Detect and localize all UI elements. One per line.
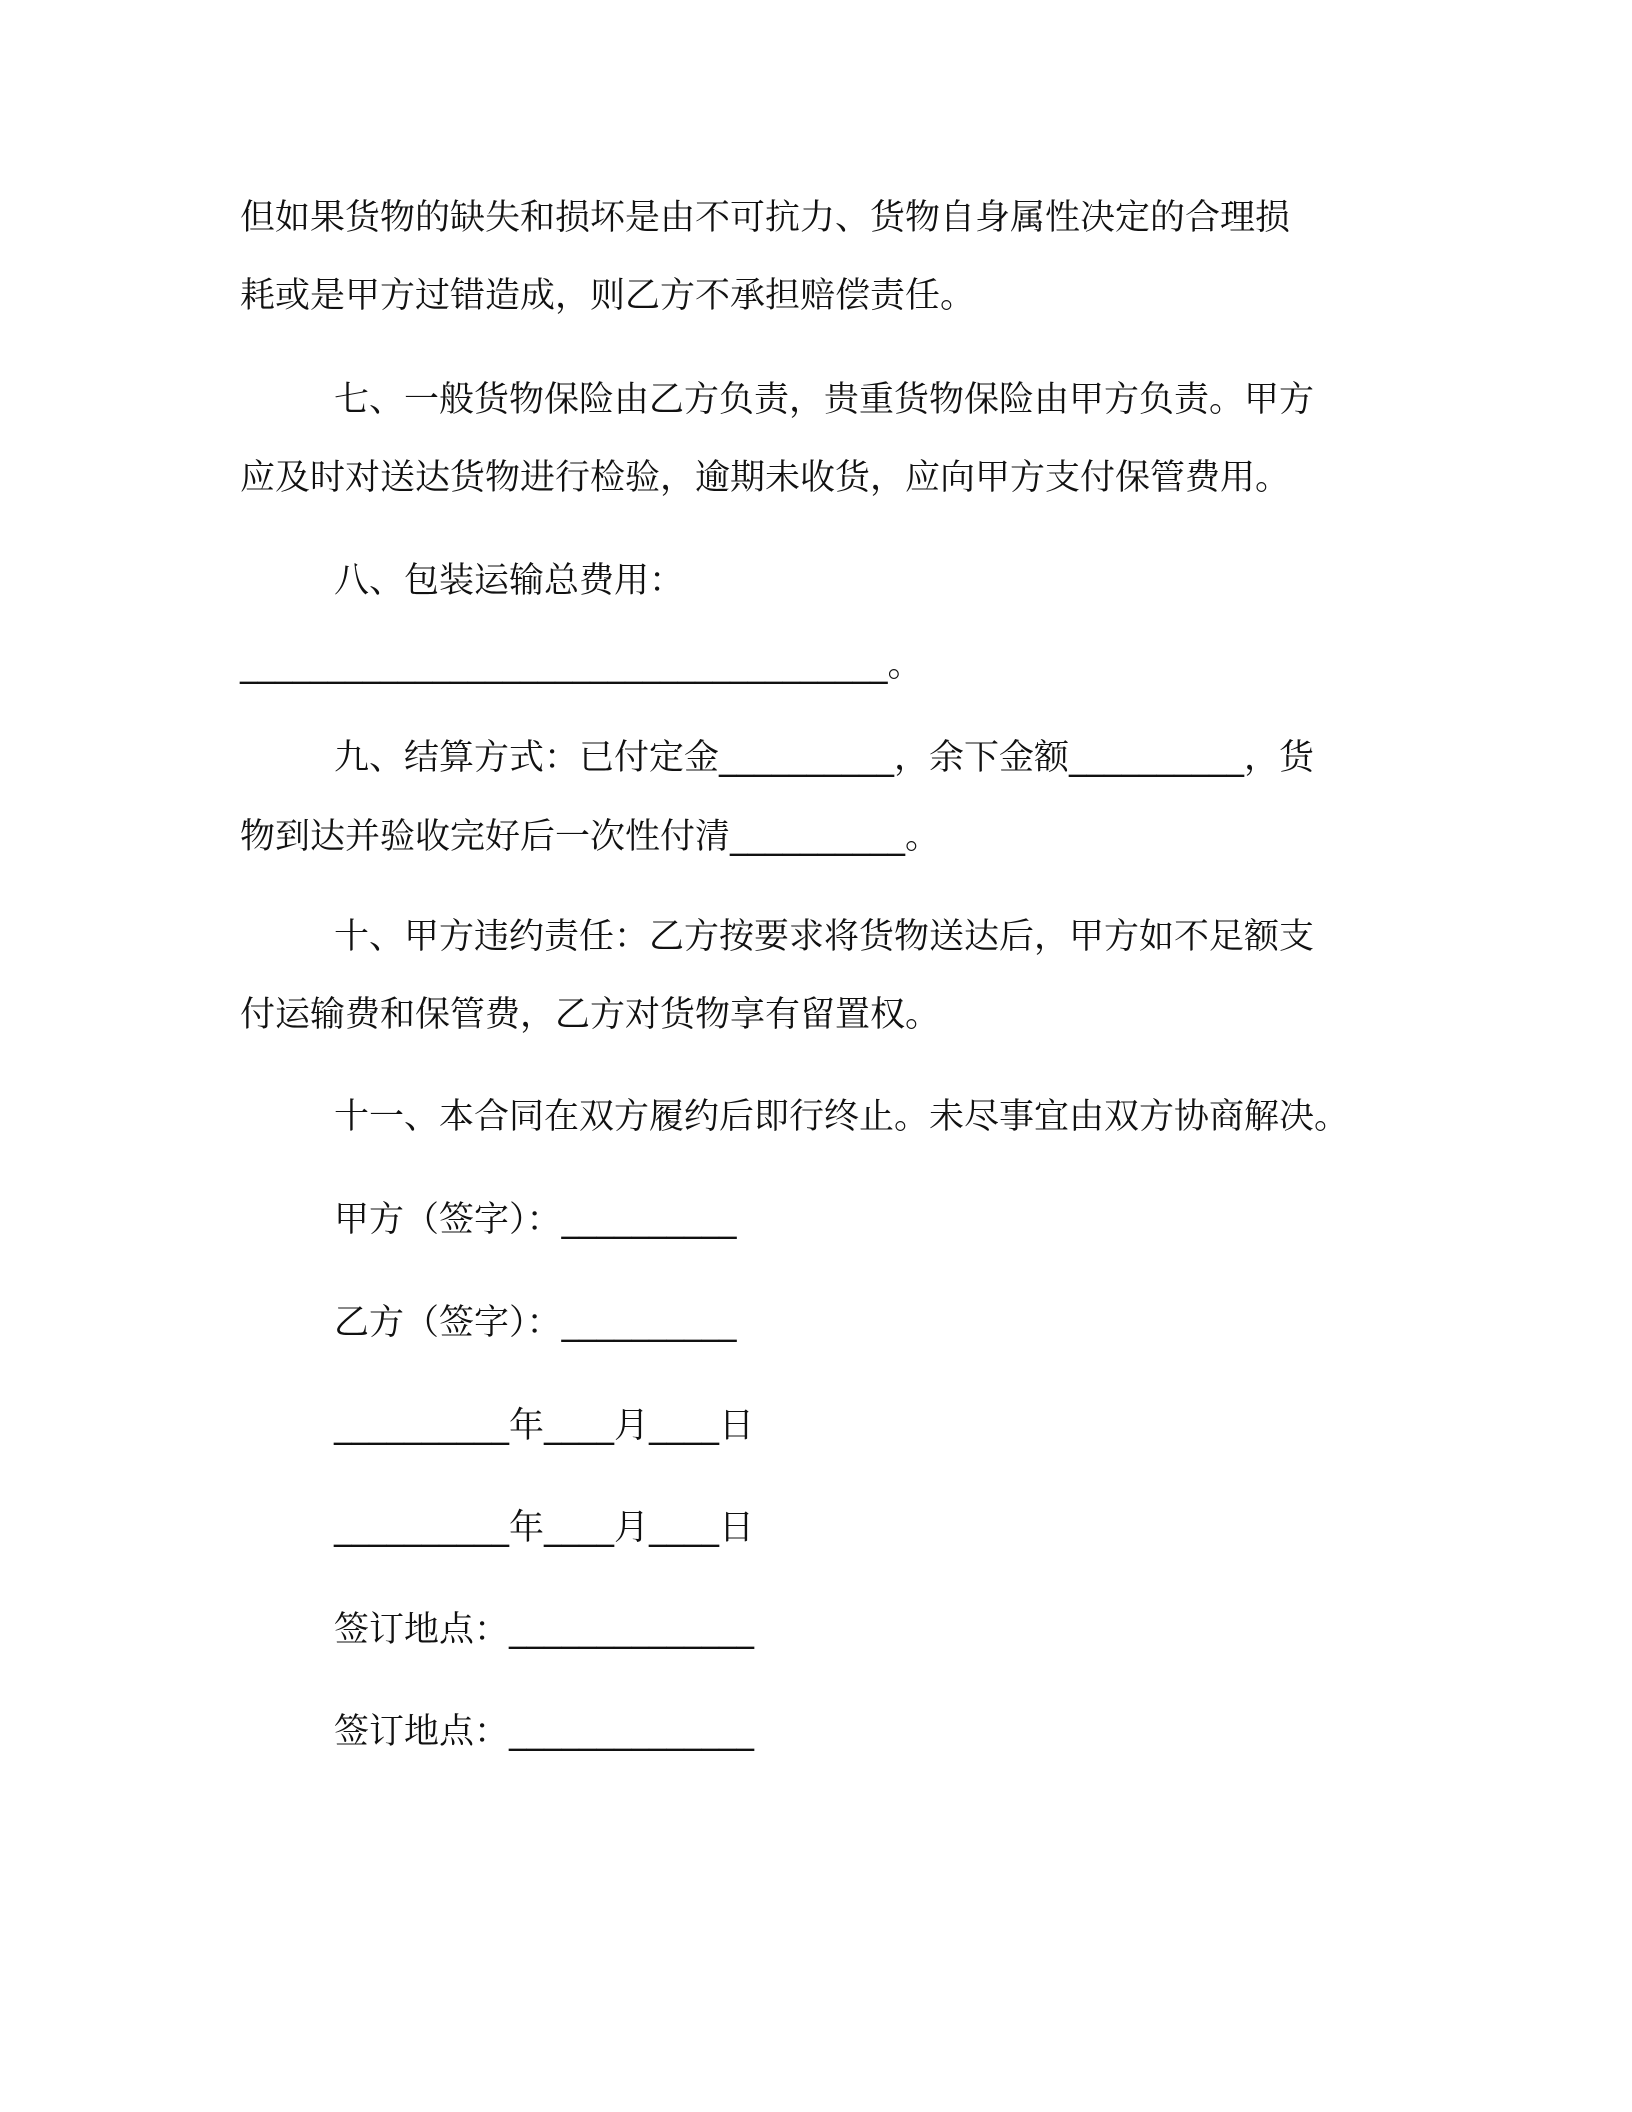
party-b-date: __________年____月____日 xyxy=(334,1508,755,1548)
signing-place-a: 签订地点：______________ xyxy=(334,1610,755,1650)
clause-10-line-1: 十、甲方违约责任：乙方按要求将货物送达后，甲方如不足额支 xyxy=(334,917,1315,957)
party-b-signature: 乙方（签字）：__________ xyxy=(334,1303,737,1343)
party-a-signature: 甲方（签字）：__________ xyxy=(334,1200,737,1240)
clause-9-line-2: 物到达并验收完好后一次性付清__________。 xyxy=(240,817,941,857)
signing-place-b: 签订地点：______________ xyxy=(334,1712,755,1752)
clause-8-line-1: 八、包装运输总费用： xyxy=(334,561,685,601)
clause-9-line-1: 九、结算方式：已付定金__________，余下金额__________，货 xyxy=(334,738,1315,778)
clause-10-line-2: 付运输费和保管费，乙方对货物享有留置权。 xyxy=(240,995,941,1035)
clause-7-line-1: 七、一般货物保险由乙方负责，贵重货物保险由甲方负责。甲方 xyxy=(334,380,1315,420)
clause-7-line-2: 应及时对送达货物进行检验，逾期未收货，应向甲方支付保管费用。 xyxy=(240,458,1291,498)
clause-6-line-1: 但如果货物的缺失和损坏是由不可抗力、货物自身属性决定的合理损 xyxy=(240,198,1291,238)
party-a-date: __________年____月____日 xyxy=(334,1406,755,1446)
clause-11-line: 十一、本合同在双方履约后即行终止。未尽事宜由双方协商解决。 xyxy=(334,1097,1350,1137)
clause-6-line-2: 耗或是甲方过错造成，则乙方不承担赔偿责任。 xyxy=(240,276,976,316)
clause-8-blank: _____________________________________。 xyxy=(240,645,923,685)
